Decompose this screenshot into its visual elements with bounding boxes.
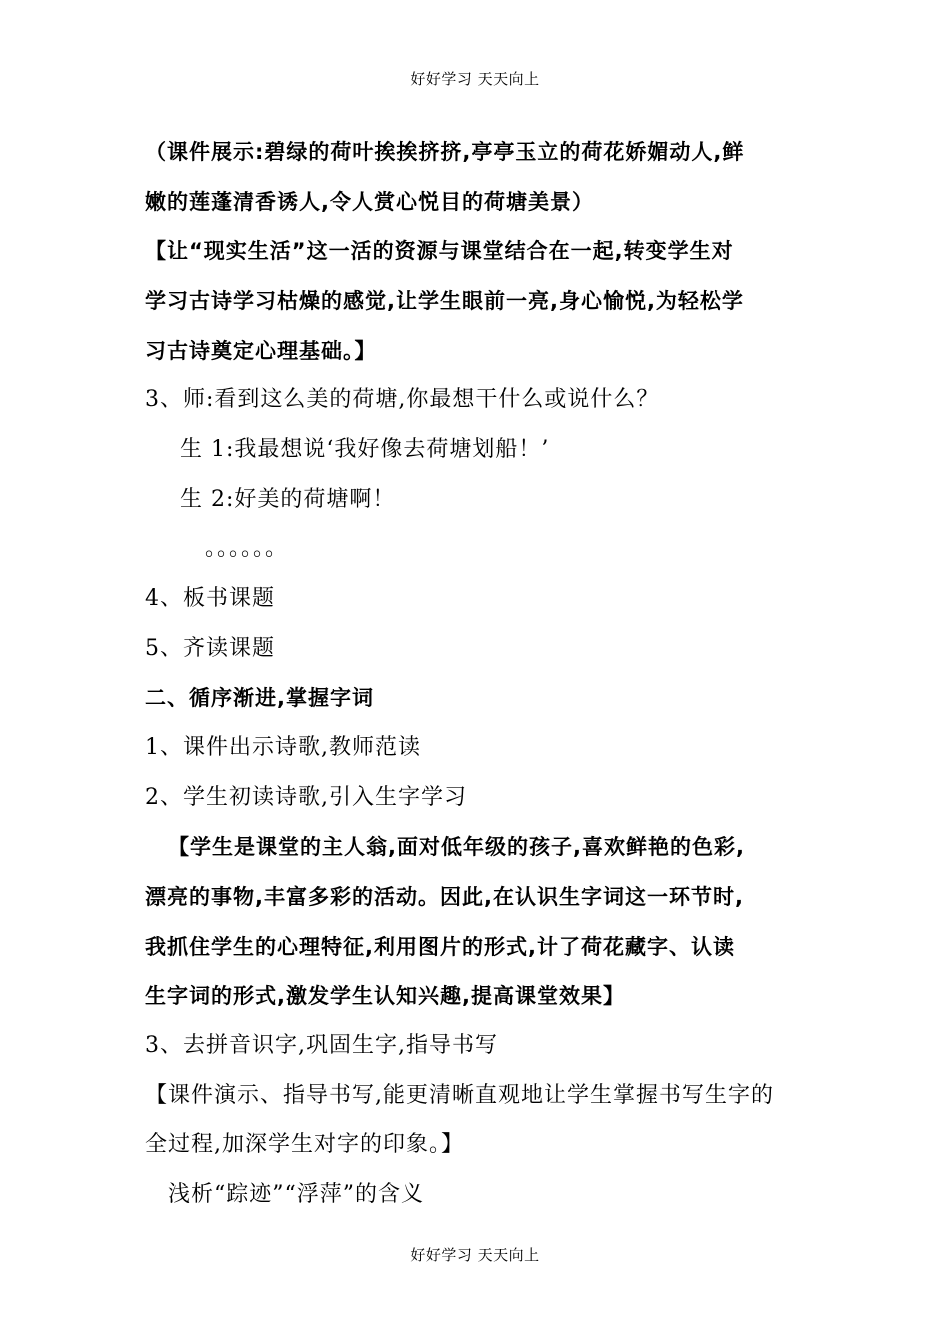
text-line: 1、课件出示诗歌,教师范读 xyxy=(145,735,421,760)
text-line: （课件展示:碧绿的荷叶挨挨挤挤,亭亭玉立的荷花娇媚动人,鲜 xyxy=(145,140,745,164)
text-line: 习古诗奠定心理基础。】 xyxy=(145,339,377,363)
text-line: 嫩的莲蓬清香诱人,令人赏心悦目的荷塘美景） xyxy=(145,190,594,214)
text-line: 【学生是课堂的主人翁,面对低年级的孩子,喜欢鲜艳的色彩, xyxy=(168,835,745,859)
text-line: 3、去拼音识字,巩固生字,指导书写 xyxy=(145,1033,498,1058)
section-heading: 二、循序渐进,掌握字词 xyxy=(145,686,374,710)
text-line: 5、齐读课题 xyxy=(145,636,275,661)
text-line: 。。。。。。 xyxy=(205,536,289,561)
text-line: 生 1:我最想说‘我好像去荷塘划船！’ xyxy=(180,437,550,462)
text-line: 3、师:看到这么美的荷塘,你最想干什么或说什么？ xyxy=(145,387,660,412)
text-line: 2、学生初读诗歌,引入生字学习 xyxy=(145,785,467,810)
text-line: 【让“现实生活”这一活的资源与课堂结合在一起,转变学生对 xyxy=(145,239,734,263)
text-line: 漂亮的事物,丰富多彩的活动。因此,在认识生字词这一环节时, xyxy=(145,885,744,909)
text-line: 全过程,加深学生对字的印象。】 xyxy=(145,1132,464,1157)
page-header: 好好学习 天天向上 xyxy=(410,70,540,88)
page-footer: 好好学习 天天向上 xyxy=(410,1246,540,1264)
text-line: 生字词的形式,激发学生认知兴趣,提高课堂效果】 xyxy=(145,984,625,1008)
text-line: 【课件演示、指导书写,能更清晰直观地让学生掌握书写生字的 xyxy=(145,1083,774,1108)
text-line: 浅析“踪迹”“浮萍”的含义 xyxy=(168,1182,424,1207)
text-line: 我抓住学生的心理特征,利用图片的形式,计了荷花藏字、认读 xyxy=(145,935,735,959)
text-line: 4、板书课题 xyxy=(145,586,275,611)
text-line: 生 2:好美的荷塘啊！ xyxy=(180,487,396,512)
text-line: 学习古诗学习枯燥的感觉,让学生眼前一亮,身心愉悦,为轻松学 xyxy=(145,289,744,313)
